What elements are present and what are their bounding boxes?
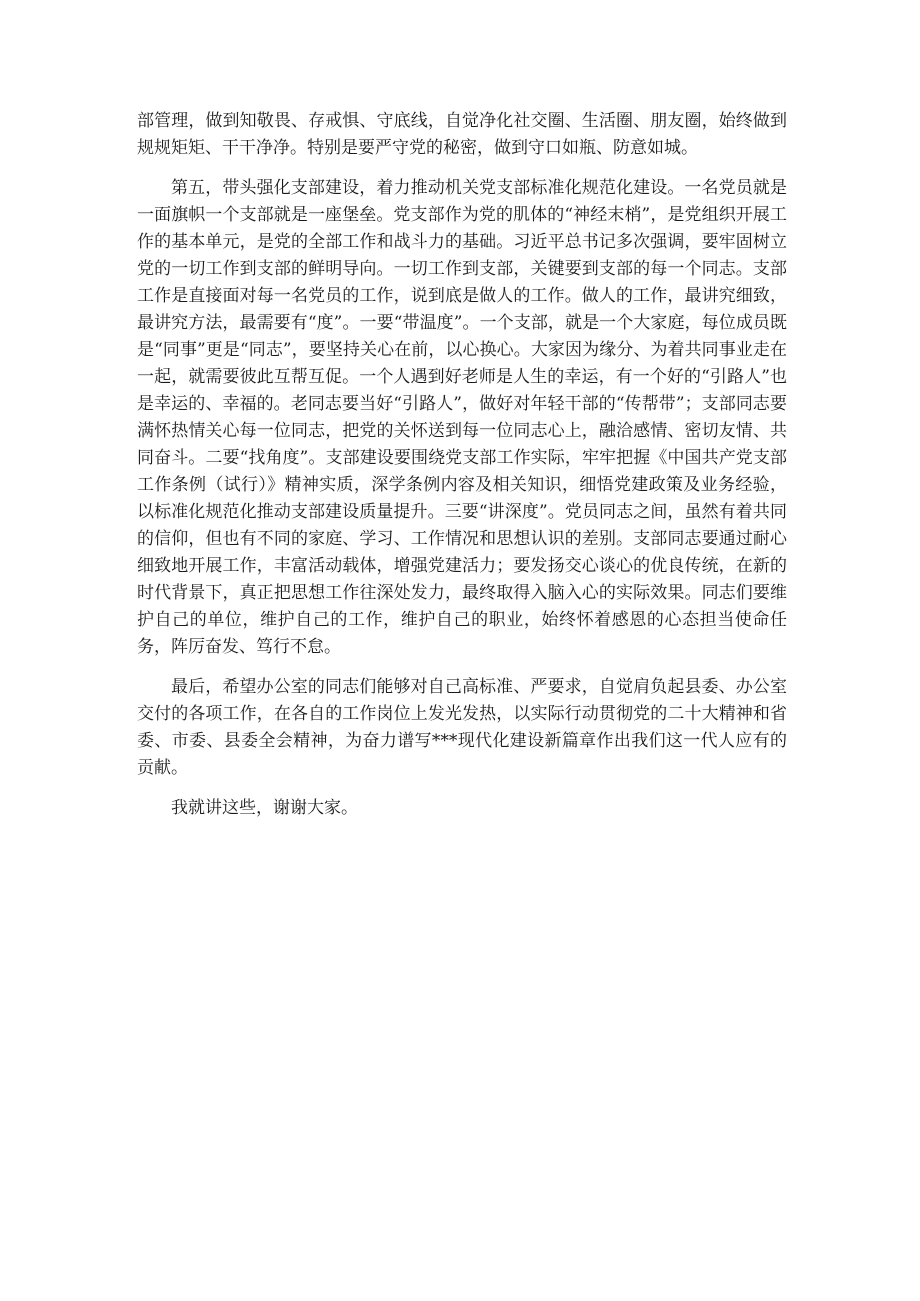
document-body bbox=[137, 108, 787, 835]
paragraph-conclusion: 最后，希望办公室的同志们能够对自己高标准、严要求，自觉肩负起县委、办公室交付的各项工作，在各自的工作岗位上发光发热，以实际行动贯彻党的二十大精神和省委、市委、县委全会精神，为奋力谱写***现代化建设新篇章作出我们这一代人应有的贡献。 bbox=[137, 677, 787, 778]
paragraph-closing: 我就讲这些，谢谢大家。 bbox=[171, 798, 358, 818]
paragraph-fifth-point: 第五，带头强化支部建设，着力推动机关党支部标准化规范化建设。一名党员就是一面旗帜一个支部就是一座堡垒。党支部作为党的肌体的“神经末梢”，是党组织开展工作的基本单元，是党的全部工作和战斗力的基础。习近平总书记多次强调，要牢固树立党的一切工作到支部的鲜明导向。一切工作到支部，关键要到支部的每一个同志。支部工作是直接面对每一名党员的工作，说到底是做人的工作。做人的工作，最讲究细致，最讲究方法，最需要有“度”。一要“带温度”。一个支部，就是一个大家庭，每位成员既是“同事”更是“同志”，要坚持关心在前，以心换心。大家因为缘分、为着共同事业走在一起，就需要彼此互帮互促。一个人遇到好老师是人生的幸运，有一个好的“引路人”也是幸运的、幸福的。老同志要当好“引路人”，做好对年轻干部的“传帮带”；支部同志要满怀热情关心每一位同志，把党的关怀送到每一位同志心上，融洽感情、密切友情、共同奋斗。二要“找角度”。支部建设要围绕党支部工作实际，牢牢把握《中国共产党支部工作条例（试行）》精神实质，深学条例内容及相关知识，细悟党建政策及业务经验，以标准化规范化推动支部建设质量提升。三要“讲深度”。党员同志之间，虽然有着共同的信仰，但也有不同的家庭、学习、工作情况和思想认识的差别。支部同志要通过耐心细致地开展工作，丰富活动载体，增强党建活力；要发扬交心谈心的优良传统，在新的时代背景下，真正把思想工作往深处发力，最终取得入脑入心的实际效果。同志们要维护自己的单位，维护自己的工作，维护自己的职业，始终怀着感恩的心态担当使命任务，阵厉奋发、笃行不怠。 bbox=[137, 178, 787, 657]
paragraph-continued: 部管理，做到知敬畏、存戒惧、守底线，自觉净化社交圈、生活圈、朋友圈，始终做到规规矩矩、干干净净。特别是要严守党的秘密，做到守口如瓶、防意如城。 bbox=[137, 111, 787, 158]
